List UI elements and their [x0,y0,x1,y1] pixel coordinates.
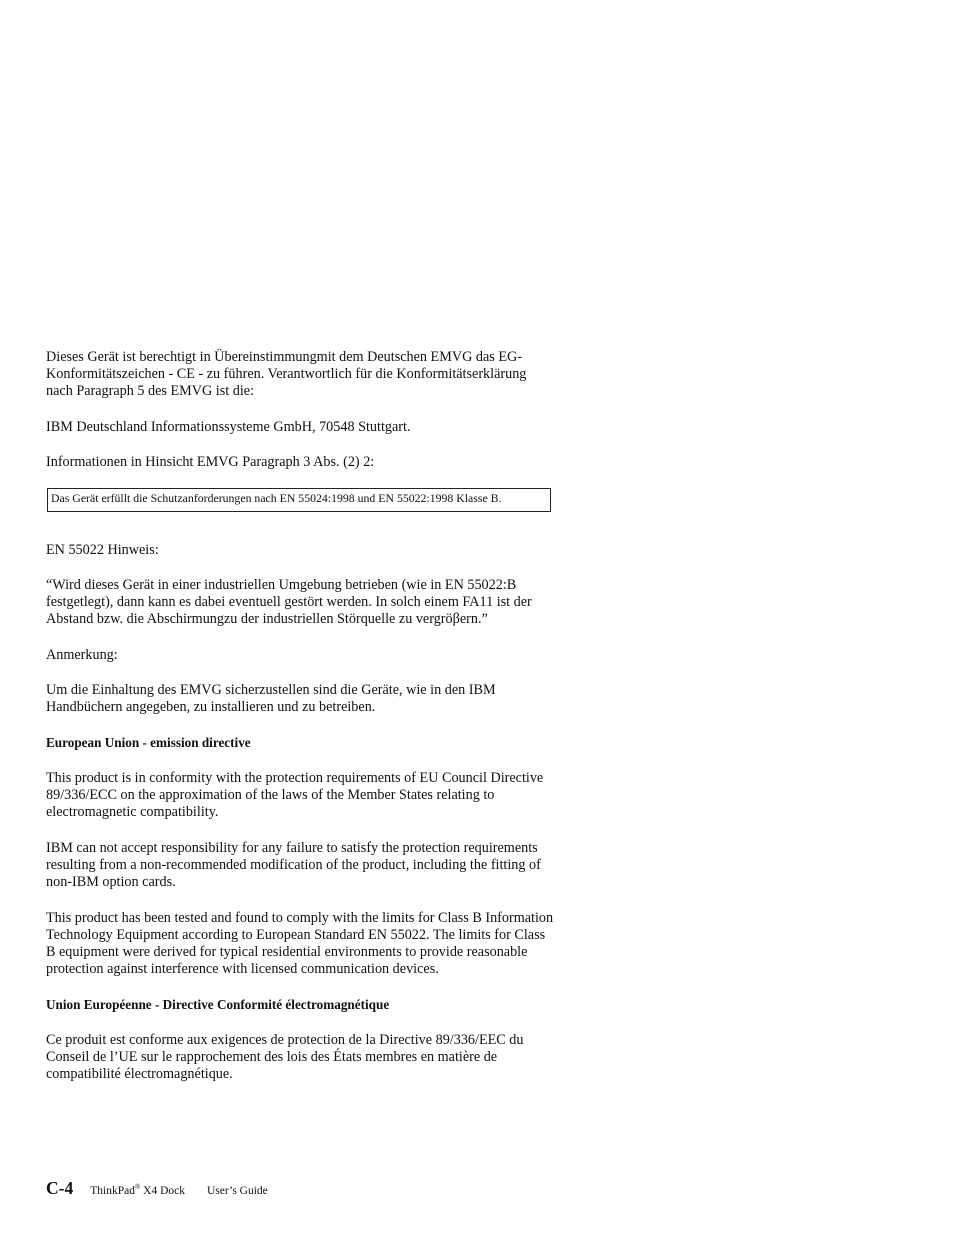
paragraph-anmerkung-label: Anmerkung: [46,647,118,663]
book-title [90,1185,185,1197]
book-title-name: ThinkPad [90,1185,135,1197]
page-number: C-4 [46,1178,74,1198]
guide-name: User’s Guide [207,1185,268,1197]
paragraph-en55022-quote: “Wird dieses Gerät in einer industriellen Umgebung betrieben (wie in EN 55022:B festgetlegt), dann kann es dabei eventuell gestört werden. In solch einem FA11 ist der Abstand bzw. die Abschirmungzu der industriellen Störquelle zu vergröβern.” [46,577,532,627]
paragraph-eu-responsibility: IBM can not accept responsibility for any failure to satisfy the protection requirements resulting from a non-recommended modification of the product, including the fitting of non-IBM option cards. [46,840,541,890]
paragraph-emvg-information: Informationen in Hinsicht EMVG Paragraph 3 Abs. (2) 2: [46,454,375,470]
paragraph-fr-conformity: Ce produit est conforme aux exigences de protection de la Directive 89/336/EEC du Conseil de l’UE sur le rapprochement des lois des États membres en matière de compatibilité électromagnétique. [46,1032,524,1082]
paragraph-anmerkung-text: Um die Einhaltung des EMVG sicherzustellen sind die Geräte, wie in den IBM Handbüchern angegeben, zu installieren und zu betreiben. [46,682,496,715]
paragraph-eu-class-b: This product has been tested and found to comply with the limits for Class B Information Technology Equipment according to European Standard EN 55022. The limits for Class B equipment were derived for typical residential environments to provide reasonable protection against interference with licensed communication devices. [46,910,554,977]
page-content [46,349,556,1102]
paragraph-eu-conformity: This product is in conformity with the protection requirements of EU Council Directive 89/336/ECC on the approximation of the laws of the Member States relating to electromagnetic compatibility. [46,770,544,820]
page-footer [46,1178,268,1199]
heading-fr-directive: Union Européenne - Directive Conformité électromagnétique [46,997,390,1012]
paragraph-ibm-deutschland: IBM Deutschland Informationssysteme GmbH, 70548 Stuttgart. [46,419,411,435]
registered-mark: ® [134,1183,141,1192]
paragraph-emvg-authorization: Dieses Gerät ist berechtigt in Übereinstimmungmit dem Deutschen EMVG das EG-Konformitätszeichen - CE - zu führen. Verantwortlich für die Konformitätserklärung nach Paragraph 5 des EMVG ist die: [46,349,527,399]
book-title-model: X4 Dock [140,1185,185,1197]
paragraph-en55022-label: EN 55022 Hinweis: [46,542,159,558]
heading-eu-emission-directive: European Union - emission directive [46,735,251,750]
notice-box: Das Gerät erfüllt die Schutzanforderungen nach EN 55024:1998 und EN 55022:1998 Klasse B. [47,488,551,512]
